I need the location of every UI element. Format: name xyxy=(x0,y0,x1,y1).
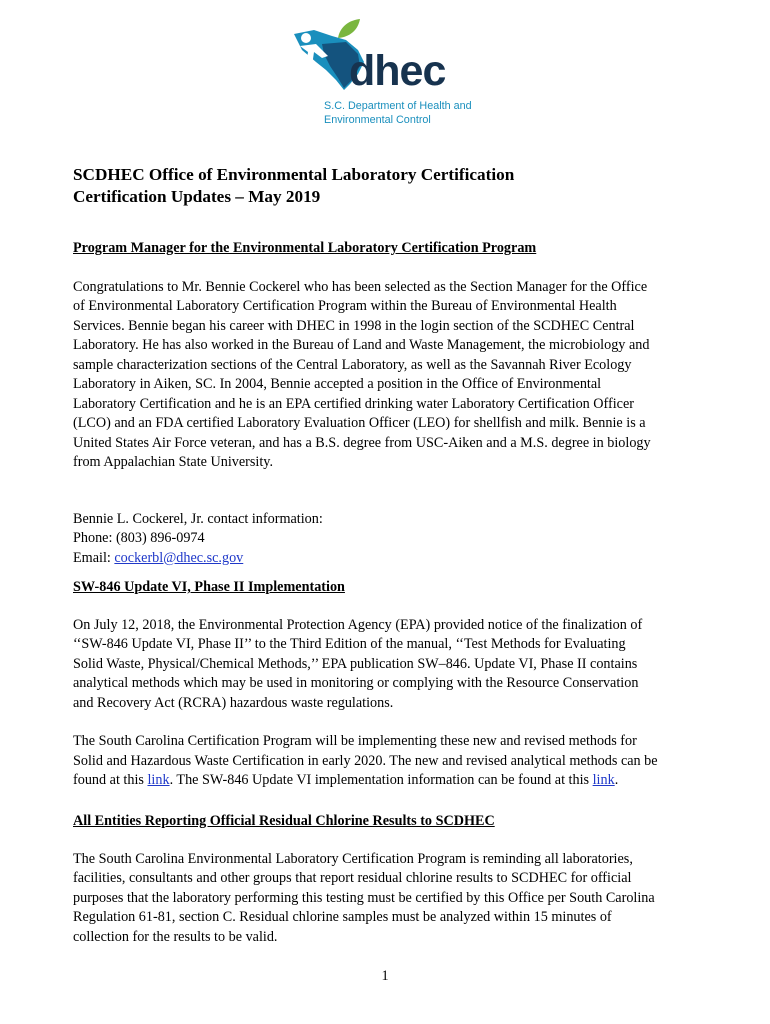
paragraph-line: and Recovery Act (RCRA) hazardous waste regulations. xyxy=(73,694,394,711)
paragraph-line: ‘‘SW-846 Update VI, Phase II’’ to the Third Edition of the manual, ‘‘Test Methods for Evaluating xyxy=(73,636,626,652)
logo-subtitle xyxy=(324,100,472,127)
paragraph-line: Laboratory in Aiken, SC. In 2004, Bennie accepted a position in the Office of Environmental xyxy=(73,376,602,392)
contact-heading: Bennie L. Cockerel, Jr. contact information: xyxy=(73,510,323,527)
logo-subtitle-line-2: Environmental Control xyxy=(324,113,431,126)
title-line-2: Certification Updates – May 2019 xyxy=(73,187,321,206)
contact-email-line xyxy=(73,549,703,569)
section-paragraph xyxy=(73,616,703,714)
section-heading: All Entities Reporting Official Residual Chlorine Results to SCDHEC xyxy=(73,813,495,829)
paragraph-line: Regulation 61-81, section C. Residual chlorine samples must be analyzed within 15 minutes of xyxy=(73,909,612,925)
section-heading: Program Manager for the Environmental Laboratory Certification Program xyxy=(73,240,537,256)
text-fragment: . xyxy=(614,772,619,788)
section-paragraph xyxy=(73,278,703,473)
logo-subtitle-line-1: S.C. Department of Health and xyxy=(324,100,472,112)
paragraph-line: analytical methods which may be used in monitoring or complying with the Resource Conservation xyxy=(73,675,639,691)
paragraph-line: of Environmental Laboratory Certification Program within the Bureau of Environmental Health xyxy=(73,298,617,314)
person-icon xyxy=(301,33,311,43)
implementation-info-link[interactable]: link xyxy=(592,772,615,788)
paragraph-line xyxy=(73,771,703,791)
page-number: 1 xyxy=(381,968,389,984)
section-heading: SW-846 Update VI, Phase II Implementation xyxy=(73,579,345,595)
section-paragraph xyxy=(73,732,703,791)
methods-link[interactable]: link xyxy=(147,772,170,788)
paragraph-line: Solid Waste, Physical/Chemical Methods,’’ EPA publication SW–846. Update VI, Phase II contains xyxy=(73,655,638,672)
paragraph-line: The South Carolina Certification Program will be implementing these new and revised methods for xyxy=(73,733,637,749)
paragraph-line: Services. Bennie began his career with DHEC in 1998 in the login section of the SCDHEC Central xyxy=(73,317,635,334)
leaf-icon xyxy=(338,19,360,38)
dhec-logo xyxy=(288,14,488,126)
paragraph-line: Congratulations to Mr. Bennie Cockerel who has been selected as the Section Manager for the Office xyxy=(73,278,648,295)
contact-block xyxy=(73,510,703,569)
paragraph-line: (LCO) and an FDA certified Laboratory Evaluation Officer (LEO) for shellfish and milk. Bennie is a xyxy=(73,415,646,431)
text-fragment: . The SW-846 Update VI implementation information can be found at this xyxy=(169,772,593,788)
paragraph-line: United States Air Force veteran, and has a B.S. degree from USC-Aiken and a M.S. degree in biology xyxy=(73,434,651,451)
email-link[interactable]: cockerbl@dhec.sc.gov xyxy=(114,549,244,566)
text-fragment: found at this xyxy=(73,772,148,788)
contact-email-label: Email: xyxy=(73,549,115,566)
paragraph-line: Laboratory. He has also worked in the Bureau of Land and Waste Management, the microbiology and xyxy=(73,337,650,353)
paragraph-line: Solid and Hazardous Waste Certification in early 2020. The new and revised analytical methods can be xyxy=(73,752,658,769)
paragraph-line: The South Carolina Environmental Laboratory Certification Program is reminding all laboratories, xyxy=(73,850,633,867)
logo-wordmark: dhec xyxy=(349,47,446,95)
section-sw846 xyxy=(73,578,703,791)
section-program-manager xyxy=(73,239,703,568)
paragraph-line: collection for the results to be valid. xyxy=(73,928,278,945)
paragraph-line: On July 12, 2018, the Environmental Protection Agency (EPA) provided notice of the finalization of xyxy=(73,616,643,633)
section-residual-chlorine xyxy=(73,812,703,947)
paragraph-line: purposes that the laboratory performing this testing must be certified by this Office per South Carolina xyxy=(73,889,655,906)
paragraph-line: sample characterization sections of the Central Laboratory, as well as the Savannah River Ecology xyxy=(73,356,632,373)
paragraph-line: Laboratory Certification and he is an EPA certified drinking water Laboratory Certification Officer xyxy=(73,395,634,412)
section-paragraph xyxy=(73,850,703,948)
page-title xyxy=(73,164,514,208)
paragraph-line: from Appalachian State University. xyxy=(73,454,274,470)
title-line-1: SCDHEC Office of Environmental Laboratory Certification xyxy=(73,165,515,184)
paragraph-line: facilities, consultants and other groups that report residual chlorine results to SCDHEC for official xyxy=(73,870,632,886)
contact-phone: Phone: (803) 896-0974 xyxy=(73,530,205,546)
